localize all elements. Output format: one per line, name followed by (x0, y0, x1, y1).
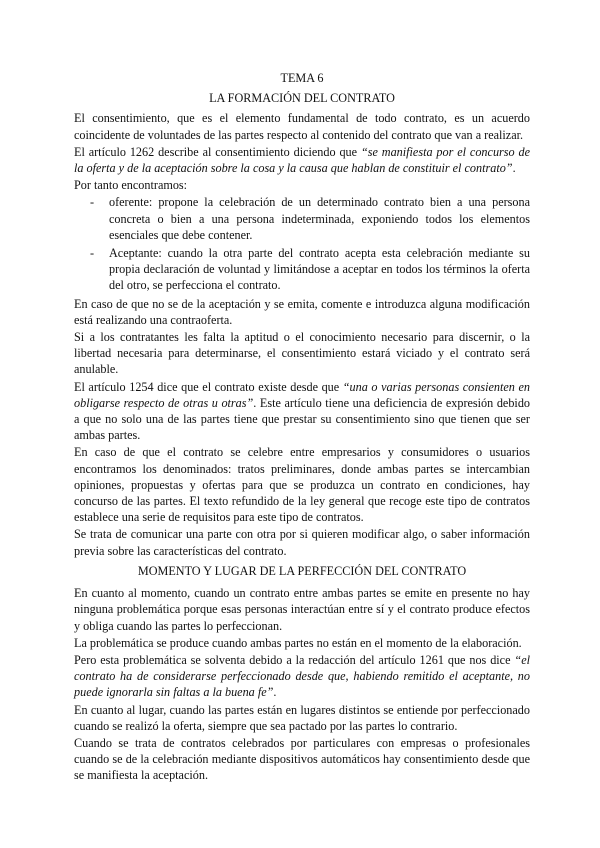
paragraph-anulable: Si a los contratantes les falta la aptitud o el conocimiento necesario para discernir, o la libertad necesaria para determinarse, el consentimiento estará viciado y el contrato será anulable. (74, 330, 530, 377)
document-subtitle: LA FORMACIÓN DEL CONTRATO (209, 91, 395, 106)
text-span: El artículo 1262 describe al consentimiento diciendo que (74, 144, 361, 159)
quote-span: “se manifiesta por el concurso de la oferta y de la aceptación sobre la cosa y la causa que hablan de constituir el contrato” (74, 144, 531, 176)
paragraph-articulo-1262 (74, 144, 530, 176)
text-span: . Este artículo tiene una deficiencia de expresión debido a que no solo una de las partes tiene que prestar su consentimiento sino que tienen que ser ambas partes. (74, 395, 531, 443)
text-span: Pero esta problemática se solventa debido a la redacción del artículo 1261 que nos dice (74, 652, 515, 667)
dash-bullet: - (90, 246, 95, 261)
quote-span: “una o varias personas consienten en obligarse respecto de otras u otras” (74, 379, 530, 410)
document-page (74, 70, 530, 785)
paragraph-lugar: En cuanto al lugar, cuando las partes están en lugares distintos se entiende por perfeccionado cuando se realizó la oferta, siempre que sea pactado por las partes lo contrario. (74, 702, 530, 733)
list-item-text: Aceptante: cuando la otra parte del contrato acepta esta celebración mediante su propia declaración de voluntad y limitándose a aceptar en todos los términos la oferta del otro, se perfecciona el contrato. (109, 246, 530, 293)
text-span: El artículo 1254 dice que el contrato existe desde que (74, 379, 343, 394)
paragraph-tratos-preliminares: En caso de que el contrato se celebre entre empresarios y consumidores o usuarios encontramos los denominados: tratos preliminares, donde ambas partes se intercambian opiniones, propuestas y ofertas para que se produzca un contrato en condiciones, hay concurso de las partes. El texto refundido de la ley general que recoge este tipo de contratos establece una serie de requisitos para este tipo de contratos. (74, 445, 530, 525)
quote-span: “el contrato ha de considerarse perfeccionado desde que, habiendo remitido el aceptante, no puede ignorarla sin faltas a la buena fe” (74, 652, 530, 700)
section-heading: MOMENTO Y LUGAR DE LA PERFECCIÓN DEL CONTRATO (137, 563, 467, 578)
paragraph-articulo-1261 (74, 652, 530, 701)
paragraph-dispositivos: Cuando se trata de contratos celebrados por particulares con empresas o profesionales cuando se de la celebración mediante dispositivos automáticos hay consentimiento desde que se manifiesta la aceptación. (74, 735, 530, 783)
list-item-text: oferente: propone la celebración de un determinado contrato bien a una persona concreta o bien a una persona indeterminada, exponiendo todos los elementos esenciales que debe contener. (109, 195, 530, 242)
dash-bullet: - (90, 195, 95, 210)
definition-list (74, 194, 530, 293)
page-title: TEMA 6 (280, 71, 324, 85)
paragraph-contraoferta: En caso de que no se de la aceptación y se emita, comente e introduzca alguna modificación está realizando una contraoferta. (74, 296, 530, 327)
paragraph-problematica: La problemática se produce cuando ambas partes no están en el momento de la elaboración. (74, 635, 522, 650)
text-span: . (273, 685, 277, 700)
text-span: . (512, 161, 516, 176)
paragraph-encontramos: Por tanto encontramos: (74, 178, 188, 193)
list-item (74, 194, 530, 243)
list-item (74, 245, 530, 294)
paragraph-consentimiento: El consentimiento, que es el elemento fundamental de todo contrato, es un acuerdo coincidente de voluntades de las partes respecto al contenido del contrato que van a realizar. (74, 111, 530, 142)
paragraph-comunicar: Se trata de comunicar una parte con otra por si quieren modificar algo, o saber información previa sobre las características del contrato. (74, 527, 530, 558)
paragraph-articulo-1254 (74, 379, 530, 444)
paragraph-momento: En cuanto al momento, cuando un contrato entre ambas partes se emite en presente no hay ninguna problemática porque esas personas interactúan entre sí y el contrato produce efectos y obliga cuando las partes lo perfeccionan. (74, 586, 530, 633)
